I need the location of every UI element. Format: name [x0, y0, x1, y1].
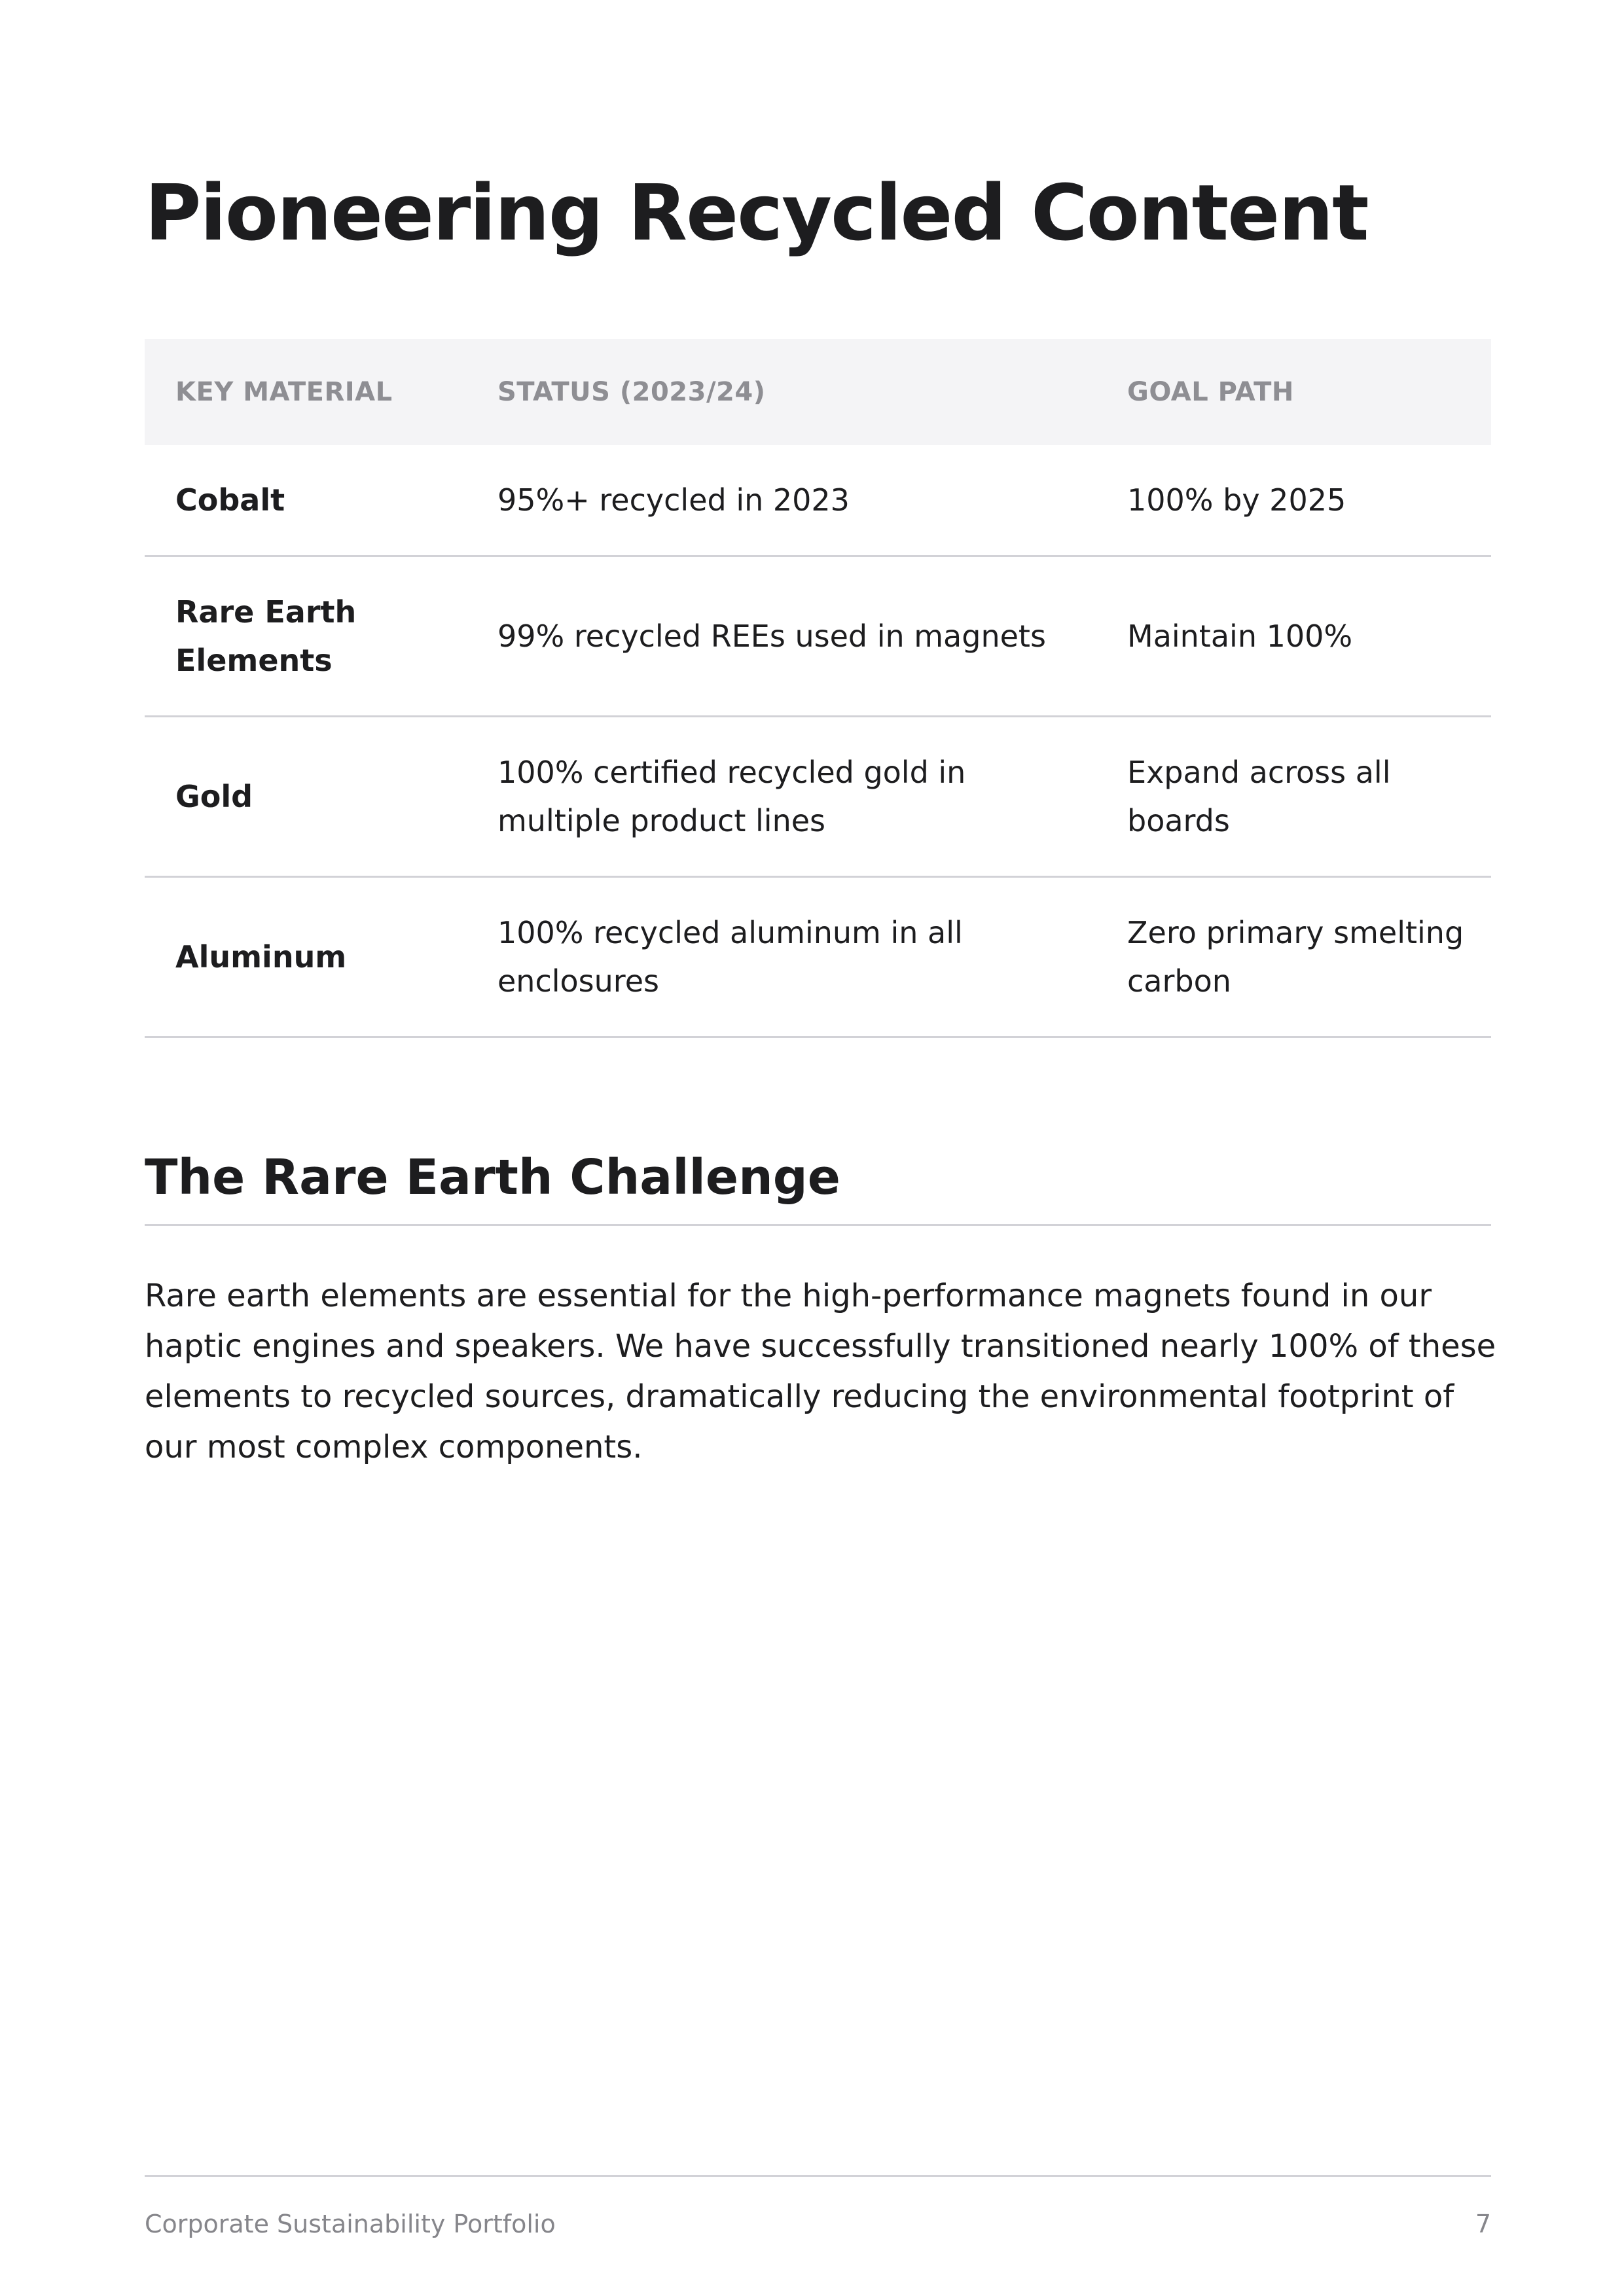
material-cell: Gold: [145, 717, 467, 877]
goal-cell: Zero primary smelting carbon: [1096, 877, 1491, 1037]
table-row: [145, 717, 1491, 877]
material-cell: Rare Earth Elements: [145, 556, 467, 717]
table-row: [145, 556, 1491, 717]
goal-cell: 100% by 2025: [1096, 445, 1491, 556]
footer-title: Corporate Sustainability Portfolio: [145, 2210, 556, 2238]
body-paragraph: Rare earth elements are essential for the high-performance magnets found in our haptic engines and speakers. We have successfully transitioned nearly 100% of these elements to recycled sources, dramatically reducing the environmental footprint of our most complex components.: [145, 1278, 1496, 1465]
table-header: [145, 339, 1491, 445]
status-cell: 100% recycled aluminum in all enclosures: [467, 877, 1096, 1037]
goal-cell: Maintain 100%: [1096, 556, 1491, 717]
page-title: Pioneering Recycled Content: [145, 168, 1368, 258]
table-header-row: [145, 339, 1491, 445]
goal-cell: Expand across all boards: [1096, 717, 1491, 877]
table-body: [145, 445, 1491, 1037]
page-number: 7: [1475, 2210, 1491, 2238]
status-cell: 100% certified recycled gold in multiple product lines: [467, 717, 1096, 877]
column-header-status: STATUS (2023/24): [467, 339, 1096, 445]
status-cell: 99% recycled REEs used in magnets: [467, 556, 1096, 717]
column-header-key-material: KEY MATERIAL: [145, 339, 467, 445]
table-row: [145, 877, 1491, 1037]
column-header-goal-path: GOAL PATH: [1096, 339, 1491, 445]
section-heading: The Rare Earth Challenge: [145, 1149, 1491, 1226]
table-row: [145, 445, 1491, 556]
material-cell: Cobalt: [145, 445, 467, 556]
materials-table: [145, 339, 1491, 1038]
status-cell: 95%+ recycled in 2023: [467, 445, 1096, 556]
material-cell: Aluminum: [145, 877, 467, 1037]
page-footer: [145, 2175, 1491, 2238]
